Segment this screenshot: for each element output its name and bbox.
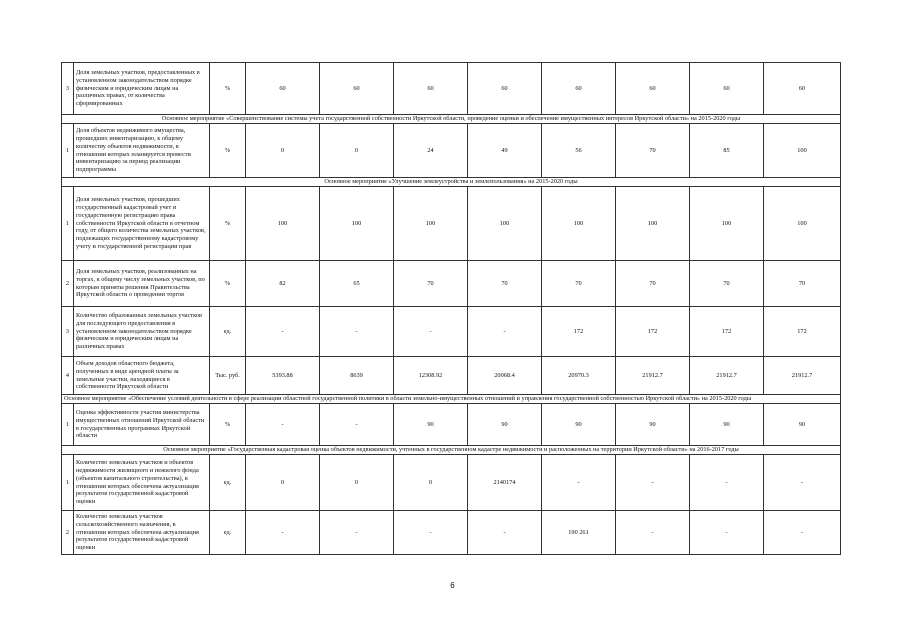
indicator-value: - bbox=[320, 511, 394, 555]
indicator-value: 90 bbox=[764, 404, 841, 446]
indicator-value: - bbox=[764, 511, 841, 555]
indicator-value: 0 bbox=[246, 124, 320, 178]
indicator-value: 172 bbox=[542, 307, 616, 357]
row-number: 1 bbox=[62, 404, 74, 446]
indicator-value: 56 bbox=[542, 124, 616, 178]
indicator-value: 100 bbox=[616, 187, 690, 261]
indicator-value: 70 bbox=[616, 124, 690, 178]
section-title: Основное мероприятие «Совершенствование системы учета государственной собственности Иркутской области, проведение оценки и обеспечение имущественных интересов Иркутской области» на 2015-2020 годы bbox=[62, 115, 841, 124]
indicator-value: 70 bbox=[468, 261, 542, 307]
indicator-value: - bbox=[320, 307, 394, 357]
indicator-value: 21912.7 bbox=[764, 357, 841, 395]
indicator-value: 60 bbox=[468, 63, 542, 115]
indicator-value: 70 bbox=[690, 261, 764, 307]
indicator-value: 0 bbox=[394, 455, 468, 511]
row-number: 3 bbox=[62, 307, 74, 357]
indicator-value: 172 bbox=[764, 307, 841, 357]
row-number: 2 bbox=[62, 261, 74, 307]
indicator-value: 70 bbox=[542, 261, 616, 307]
indicator-value: - bbox=[394, 307, 468, 357]
indicator-value: 100 bbox=[764, 124, 841, 178]
indicator-value: 60 bbox=[246, 63, 320, 115]
indicator-value: - bbox=[246, 511, 320, 555]
indicator-value: - bbox=[246, 404, 320, 446]
row-number: 1 bbox=[62, 187, 74, 261]
indicator-value: 70 bbox=[394, 261, 468, 307]
unit-of-measure: % bbox=[210, 187, 246, 261]
indicator-value: - bbox=[394, 511, 468, 555]
indicator-value: - bbox=[542, 455, 616, 511]
indicator-value: 0 bbox=[246, 455, 320, 511]
section-title: Основное мероприятие «Улучшение землеустройства и землепользования» на 2015-2020 годы bbox=[62, 178, 841, 187]
indicator-value: 100 bbox=[320, 187, 394, 261]
indicator-value: 172 bbox=[616, 307, 690, 357]
indicator-value: 60 bbox=[616, 63, 690, 115]
indicator-value: 90 bbox=[690, 404, 764, 446]
table-body bbox=[62, 63, 841, 555]
unit-of-measure: % bbox=[210, 124, 246, 178]
section-title: Основное мероприятие «Обеспечение условий деятельности в сфере реализации областной государственной политики в области земельно-имущественных отношений и управления государственной собственностью Иркутской области» на 2015-2020 годы bbox=[62, 395, 841, 404]
indicator-value: 90 bbox=[394, 404, 468, 446]
indicators-table bbox=[61, 62, 841, 555]
table-row bbox=[62, 187, 841, 261]
unit-of-measure: ед. bbox=[210, 455, 246, 511]
indicator-value: - bbox=[690, 455, 764, 511]
row-number: 1 bbox=[62, 455, 74, 511]
indicator-value: 70 bbox=[764, 261, 841, 307]
table-row bbox=[62, 455, 841, 511]
table-row bbox=[62, 261, 841, 307]
indicator-value: 190 261 bbox=[542, 511, 616, 555]
indicator-value: 12308.92 bbox=[394, 357, 468, 395]
indicator-value: 21912.7 bbox=[690, 357, 764, 395]
indicator-value: 90 bbox=[542, 404, 616, 446]
indicator-name: Объем доходов областного бюджета, полученных в виде арендной платы за земельные участки, находящиеся в собственности Иркутской области bbox=[74, 357, 210, 395]
indicator-name: Количество образованных земельных участков для последующего предоставления в установленном законодательством порядке физическим и юридическим лицам на различных правах bbox=[74, 307, 210, 357]
indicator-value: 100 bbox=[468, 187, 542, 261]
table-row bbox=[62, 307, 841, 357]
indicator-value: 0 bbox=[320, 455, 394, 511]
indicator-value: 60 bbox=[320, 63, 394, 115]
indicator-value: 60 bbox=[542, 63, 616, 115]
section-header-row bbox=[62, 395, 841, 404]
row-number: 4 bbox=[62, 357, 74, 395]
row-number: 1 bbox=[62, 124, 74, 178]
indicator-name: Доля земельных участков, предоставленных в установленном законодательством порядке физическим и юридическим лицам на различных правах, от количества сформированных bbox=[74, 63, 210, 115]
indicator-value: - bbox=[616, 455, 690, 511]
unit-of-measure: Тыс. руб. bbox=[210, 357, 246, 395]
table-row bbox=[62, 63, 841, 115]
indicator-value: 90 bbox=[468, 404, 542, 446]
indicator-value: - bbox=[764, 455, 841, 511]
indicator-value: 20068.4 bbox=[468, 357, 542, 395]
table-row bbox=[62, 404, 841, 446]
indicator-value: 0 bbox=[320, 124, 394, 178]
indicator-value: - bbox=[468, 511, 542, 555]
indicator-name: Доля земельных участков, прошедших государственный кадастровый учет и государственную регистрацию права собственности Иркутской области в отчетном году, от общего количества земельных участков, подлежащих государственному кадастровому учету и государственной регистрации прав bbox=[74, 187, 210, 261]
indicator-value: - bbox=[690, 511, 764, 555]
indicator-value: 100 bbox=[246, 187, 320, 261]
indicator-value: 100 bbox=[542, 187, 616, 261]
indicator-value: 2140174 bbox=[468, 455, 542, 511]
indicator-value: - bbox=[468, 307, 542, 357]
indicator-value: 82 bbox=[246, 261, 320, 307]
unit-of-measure: % bbox=[210, 261, 246, 307]
indicator-value: 100 bbox=[690, 187, 764, 261]
indicator-value: 8639 bbox=[320, 357, 394, 395]
indicator-value: 24 bbox=[394, 124, 468, 178]
indicator-value: 60 bbox=[764, 63, 841, 115]
indicator-name: Количество земельных участков и объектов недвижимости жилищного и нежилого фонда (объектов капитального строительства), в отношении которых обеспечена актуализация результатов государственной кадастровой оценки bbox=[74, 455, 210, 511]
row-number: 3 bbox=[62, 63, 74, 115]
indicator-value: 90 bbox=[616, 404, 690, 446]
unit-of-measure: ед. bbox=[210, 511, 246, 555]
indicator-value: 100 bbox=[394, 187, 468, 261]
section-title: Основное мероприятие «Государственная кадастровая оценка объектов недвижимости, учтенных в государственном кадастре недвижимости и расположенных на территории Иркутской области» на 2016-2017 годы bbox=[62, 446, 841, 455]
indicator-value: 100 bbox=[764, 187, 841, 261]
indicator-value: - bbox=[246, 307, 320, 357]
indicator-name: Оценка эффективности участия министерства имущественных отношений Иркутской области в государственных программах Иркутской области bbox=[74, 404, 210, 446]
indicator-value: 60 bbox=[690, 63, 764, 115]
unit-of-measure: % bbox=[210, 404, 246, 446]
section-header-row bbox=[62, 178, 841, 187]
page-number: 6 bbox=[450, 581, 455, 590]
indicator-value: 5393.88 bbox=[246, 357, 320, 395]
indicator-value: 21912.7 bbox=[616, 357, 690, 395]
indicator-value: 70 bbox=[616, 261, 690, 307]
table-row bbox=[62, 124, 841, 178]
indicator-value: - bbox=[320, 404, 394, 446]
unit-of-measure: % bbox=[210, 63, 246, 115]
indicator-value: 65 bbox=[320, 261, 394, 307]
indicator-value: 85 bbox=[690, 124, 764, 178]
table-row bbox=[62, 511, 841, 555]
indicator-value: - bbox=[616, 511, 690, 555]
indicator-name: Количество земельных участков сельскохозяйственного назначения, в отношении которых обеспечена актуализация результатов государственной кадастровой оценки bbox=[74, 511, 210, 555]
table-row bbox=[62, 357, 841, 395]
indicator-value: 49 bbox=[468, 124, 542, 178]
indicator-value: 60 bbox=[394, 63, 468, 115]
indicator-name: Доля земельных участков, реализованных на торгах, к общему числу земельных участков, по которым приняты решения Правительства Иркутской области о проведении торгов bbox=[74, 261, 210, 307]
section-header-row bbox=[62, 115, 841, 124]
unit-of-measure: ед. bbox=[210, 307, 246, 357]
section-header-row bbox=[62, 446, 841, 455]
indicator-name: Доля объектов недвижимого имущества, прошедших инвентаризацию, к общему количеству объектов недвижимости, в отношении которых планируется провести инвентаризацию за период реализации подпрограммы bbox=[74, 124, 210, 178]
indicator-value: 172 bbox=[690, 307, 764, 357]
indicator-value: 20970.3 bbox=[542, 357, 616, 395]
row-number: 2 bbox=[62, 511, 74, 555]
